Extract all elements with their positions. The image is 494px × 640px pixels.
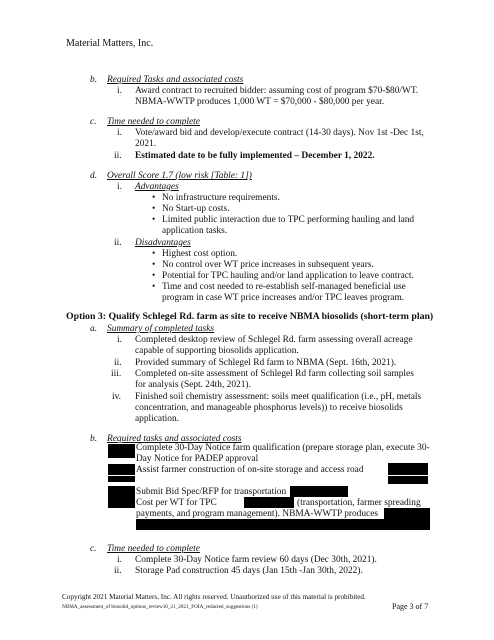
company-header: Material Matters, Inc. <box>66 38 154 49</box>
list-number: i. <box>117 86 122 96</box>
list-number: i. <box>117 182 122 192</box>
section-d-marker: d. <box>90 171 98 181</box>
section-d-heading: Overall Score 1.7 (low risk [Table: 1]) <box>107 171 252 181</box>
list-number: ii. <box>114 238 122 248</box>
list-number: iii. <box>111 369 122 379</box>
redaction-block <box>244 497 294 508</box>
list-number: i. <box>117 128 122 138</box>
list-number: iv. <box>112 392 122 402</box>
disadvantage-item: • No control over WT price increases in subsequent years. <box>162 260 374 271</box>
list-item-line: capable of supporting biosolids application. <box>135 346 299 356</box>
list-number: i. <box>117 555 122 565</box>
option3-b-heading: Required tasks and associated costs <box>107 434 242 444</box>
list-item-line: Award contract to recruited bidder: assuming cost of program $70-$80/WT. <box>135 86 419 96</box>
redaction-block <box>108 444 135 458</box>
option3-c-marker: c. <box>90 544 97 554</box>
disadvantage-item: • Time and cost needed to re-establish self-managed beneficial use <box>162 282 406 293</box>
redaction-block <box>136 519 430 530</box>
advantage-item-cont: application tasks. <box>162 226 228 236</box>
redaction-block <box>108 476 135 482</box>
option3-c-heading: Time needed to complete <box>107 544 200 554</box>
list-number: ii. <box>114 566 122 576</box>
task-line: (transportation, farmer spreading <box>297 498 421 508</box>
disadvantage-item: • Highest cost option. <box>162 249 237 260</box>
redaction-block <box>384 508 430 519</box>
list-item-line: application. <box>135 414 179 424</box>
option3-a-heading: Summary of completed tasks <box>107 324 215 334</box>
section-b-heading: Required Tasks and associated costs <box>107 75 244 85</box>
list-item-line: Completed desktop review of Schlegel Rd. farm assessing overall acreage <box>135 335 413 345</box>
list-item-line: Completed on-site assessment of Schlegel Rd farm collecting soil samples <box>135 369 414 379</box>
list-item-line: for analysis (Sept. 24th, 2021). <box>135 380 251 390</box>
list-item-line: 2021. <box>135 139 157 149</box>
option3-b-marker: b. <box>90 434 98 444</box>
list-item-line: Provided summary of Schlegel Rd farm to NBMA (Sept. 16th, 2021). <box>135 358 397 368</box>
redaction-block <box>108 486 135 508</box>
redaction-block <box>290 486 348 497</box>
task-line: Complete 30-Day Notice farm qualification (prepare storage plan, execute 30- <box>136 443 430 453</box>
list-item-line: Complete 30-Day Notice farm review 60 days (Dec 30th, 2021). <box>135 555 377 565</box>
list-number: ii. <box>114 358 122 368</box>
section-c-marker: c. <box>90 117 97 127</box>
list-item-line: Vote/award bid and develop/execute contract (14-30 days). Nov 1st -Dec 1st, <box>135 128 424 138</box>
disadvantages-title: Disadvantages <box>135 238 191 248</box>
list-item-line: Storage Pad construction 45 days (Jan 15th -Jan 30th, 2022). <box>135 566 363 576</box>
advantage-item: • No Start-up costs. <box>162 204 229 215</box>
task-line: Assist farmer construction of on-site storage and access road <box>136 465 364 475</box>
redaction-block <box>388 463 428 475</box>
option3-a-marker: a. <box>90 324 98 334</box>
file-name: NBMA_assessment_of biosolid_options_review10_21_2021_FOIA_redacted_suggestions (1) <box>62 604 258 610</box>
option3-title: Option 3: Qualify Schlegel Rd. farm as site to receive NBMA biosolids (short-term plan) <box>66 311 434 322</box>
list-item-line: concentration, and manageable phosphorus levels)) to receive biosolids <box>135 403 403 413</box>
task-line: payments, and program management). NBMA-WWTP produces <box>136 509 379 519</box>
list-item-line: Finished soil chemistry assessment: soils meet qualification (i.e., pH, metals <box>135 392 422 402</box>
copyright-notice: Copyright 2021 Material Matters, Inc. All rights reserved. Unauthorized use of this material is prohibited. <box>62 593 366 601</box>
task-line: Submit Bid Spec/RFP for transportation <box>136 487 287 497</box>
list-item-line: NBMA-WWTP produces 1,000 WT = $70,000 - $80,000 per year. <box>135 97 385 107</box>
list-number: i. <box>117 335 122 345</box>
section-b-marker: b. <box>90 75 98 85</box>
task-line: Day Notice for PADEP approval <box>136 454 259 464</box>
section-c-heading: Time needed to complete <box>107 117 200 127</box>
redaction-block <box>108 464 135 475</box>
advantage-item: • Limited public interaction due to TPC performing hauling and land <box>162 215 414 226</box>
list-number: ii. <box>114 151 122 161</box>
task-line: Cost per WT for TPC <box>136 498 217 508</box>
implementation-date: Estimated date to be fully implemented – December 1, 2022. <box>135 151 375 161</box>
page-number: Page 3 of 7 <box>392 602 429 611</box>
advantage-item: • No infrastructure requirements. <box>162 193 280 204</box>
advantages-title: Advantages <box>135 182 179 192</box>
disadvantage-item: • Potential for TPC hauling and/or land application to leave contract. <box>162 271 414 282</box>
disadvantage-item-cont: program in case WT price increases and/or TPC leaves program. <box>162 293 405 303</box>
redaction-block <box>388 476 428 484</box>
